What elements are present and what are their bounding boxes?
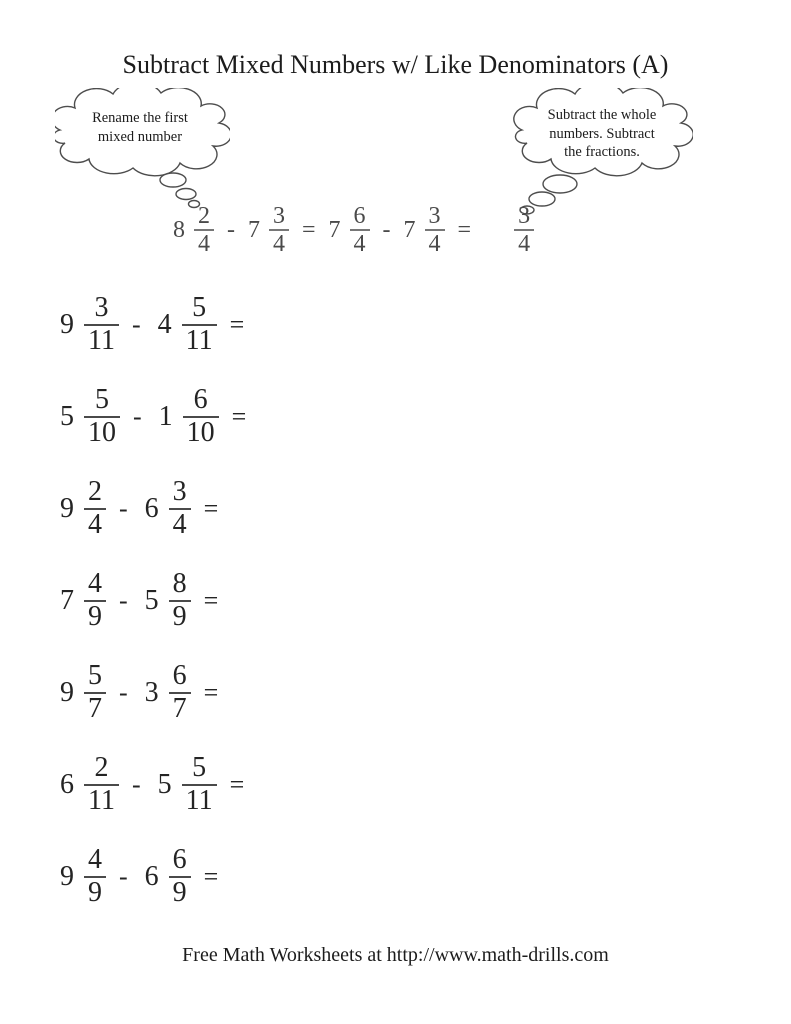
minus-sign: - <box>227 216 235 243</box>
equals-sign: = <box>203 586 219 615</box>
thought-trail-dot <box>176 189 196 200</box>
fraction <box>84 570 106 631</box>
numerator: 5 <box>192 752 207 784</box>
fraction <box>84 846 106 907</box>
equals-sign: = <box>203 494 219 523</box>
hint-line: numbers. Subtract <box>549 125 655 142</box>
numerator: 3 <box>428 203 441 229</box>
denominator: 7 <box>88 693 102 724</box>
whole-number: 8 <box>173 216 185 243</box>
numerator: 2 <box>88 476 102 508</box>
denominator: 11 <box>88 785 115 816</box>
denominator: 10 <box>88 417 116 448</box>
hint-line: mixed number <box>97 128 183 145</box>
whole-number: 6 <box>144 493 159 524</box>
fraction <box>84 662 106 723</box>
thought-cloud-left-icon <box>55 88 230 213</box>
fraction <box>84 386 120 447</box>
hint-subtract <box>527 106 677 162</box>
fraction <box>169 478 191 539</box>
problem-row <box>60 752 246 816</box>
whole-number: 5 <box>144 585 159 616</box>
example-equation <box>173 204 547 257</box>
hint-line: the fractions. <box>564 144 640 161</box>
whole-number: 9 <box>60 861 74 892</box>
whole-number: 7 <box>248 216 260 243</box>
problem-row <box>60 660 246 724</box>
problem-row <box>60 568 246 632</box>
numerator: 2 <box>94 752 109 784</box>
denominator: 11 <box>88 325 115 356</box>
whole-number: 3 <box>144 677 159 708</box>
hint-line: Rename the first <box>92 110 188 126</box>
hint-rename <box>70 109 210 146</box>
whole-number: 9 <box>60 493 74 524</box>
numerator: 3 <box>94 292 109 324</box>
whole-number: 5 <box>157 769 172 800</box>
whole-number: 6 <box>144 861 159 892</box>
fraction <box>169 846 191 907</box>
denominator: 9 <box>172 877 187 908</box>
thought-trail-dot <box>543 175 577 193</box>
numerator: 5 <box>95 384 109 416</box>
equals-sign: = <box>457 216 472 243</box>
minus-sign: - <box>119 494 128 523</box>
numerator: 3 <box>172 476 187 508</box>
fraction <box>169 570 191 631</box>
numerator: 5 <box>88 660 102 692</box>
problem-row <box>60 476 246 540</box>
whole-number: 1 <box>158 401 173 432</box>
minus-sign: - <box>133 402 142 431</box>
whole-number: 4 <box>157 309 172 340</box>
numerator: 2 <box>198 203 210 229</box>
numerator: 3 <box>518 203 531 229</box>
fraction <box>514 204 534 257</box>
numerator: 4 <box>88 844 102 876</box>
numerator: 6 <box>172 844 187 876</box>
denominator: 4 <box>198 231 210 258</box>
denominator: 4 <box>428 231 441 258</box>
numerator: 3 <box>273 203 285 229</box>
equals-sign: = <box>302 216 316 243</box>
minus-sign: - <box>119 586 128 615</box>
denominator: 10 <box>186 417 215 448</box>
denominator: 4 <box>518 231 531 258</box>
equals-sign: = <box>229 310 245 339</box>
problem-row <box>60 844 246 908</box>
denominator: 9 <box>172 601 187 632</box>
fraction <box>169 662 191 723</box>
thought-trail-dot <box>160 173 186 187</box>
numerator: 6 <box>353 203 366 229</box>
whole-number: 9 <box>60 309 74 340</box>
whole-number: 5 <box>60 401 74 432</box>
denominator: 4 <box>172 509 187 540</box>
fraction <box>84 478 106 539</box>
equals-sign: = <box>203 678 219 707</box>
equals-sign: = <box>229 770 245 799</box>
numerator: 8 <box>172 568 187 600</box>
fraction <box>425 204 445 257</box>
minus-sign: - <box>382 216 391 243</box>
problem-list <box>60 292 247 939</box>
whole-number: 6 <box>60 769 74 800</box>
numerator: 4 <box>88 568 102 600</box>
minus-sign: - <box>119 678 128 707</box>
fraction <box>84 754 119 815</box>
whole-number: 7 <box>60 585 74 616</box>
numerator: 6 <box>172 660 187 692</box>
minus-sign: - <box>131 310 141 339</box>
problem-row <box>60 384 247 448</box>
fraction <box>182 754 217 815</box>
footer-credit: Free Math Worksheets at http://www.math-drills.com <box>182 944 609 966</box>
numerator: 5 <box>192 292 207 324</box>
equals-sign: = <box>231 402 247 431</box>
denominator: 4 <box>88 509 102 540</box>
fraction <box>194 204 214 257</box>
denominator: 11 <box>185 785 213 816</box>
page-title: Subtract Mixed Numbers w/ Like Denominators (A) <box>122 50 669 79</box>
fraction <box>182 294 217 355</box>
fraction <box>269 204 289 257</box>
denominator: 7 <box>172 693 187 724</box>
whole-number: 7 <box>403 216 416 243</box>
denominator: 9 <box>88 601 102 632</box>
denominator: 4 <box>273 231 285 258</box>
minus-sign: - <box>119 862 128 891</box>
fraction <box>84 294 119 355</box>
hint-line: Subtract the whole <box>547 107 657 123</box>
minus-sign: - <box>131 770 141 799</box>
fraction <box>350 204 370 257</box>
whole-number: 7 <box>328 216 341 243</box>
denominator: 11 <box>185 325 213 356</box>
numerator: 6 <box>193 384 208 416</box>
denominator: 9 <box>88 877 102 908</box>
fraction <box>183 386 219 447</box>
problem-row <box>60 292 246 356</box>
denominator: 4 <box>353 231 366 258</box>
whole-number: 9 <box>60 677 74 708</box>
equals-sign: = <box>203 862 219 891</box>
